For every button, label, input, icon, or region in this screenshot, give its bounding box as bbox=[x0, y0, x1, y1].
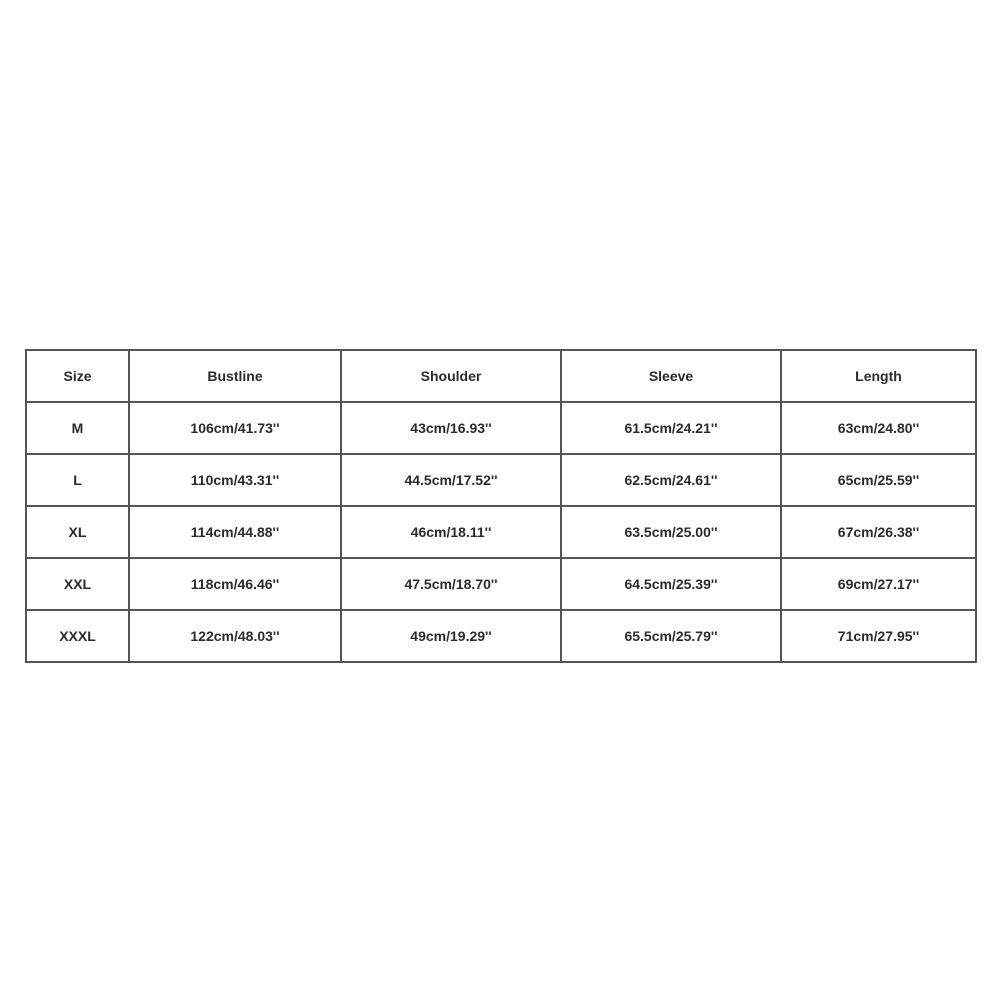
cell-size: XXL bbox=[26, 558, 129, 610]
cell-length: 71cm/27.95'' bbox=[781, 610, 976, 662]
cell-shoulder: 43cm/16.93'' bbox=[341, 402, 561, 454]
cell-bustline: 110cm/43.31'' bbox=[129, 454, 341, 506]
header-length: Length bbox=[781, 350, 976, 402]
table-row bbox=[26, 610, 976, 662]
table-row bbox=[26, 558, 976, 610]
cell-length: 67cm/26.38'' bbox=[781, 506, 976, 558]
cell-sleeve: 61.5cm/24.21'' bbox=[561, 402, 781, 454]
table-row bbox=[26, 506, 976, 558]
cell-size: L bbox=[26, 454, 129, 506]
header-row bbox=[26, 350, 976, 402]
cell-length: 65cm/25.59'' bbox=[781, 454, 976, 506]
cell-sleeve: 65.5cm/25.79'' bbox=[561, 610, 781, 662]
header-sleeve: Sleeve bbox=[561, 350, 781, 402]
cell-shoulder: 46cm/18.11'' bbox=[341, 506, 561, 558]
cell-size: XXXL bbox=[26, 610, 129, 662]
cell-size: M bbox=[26, 402, 129, 454]
cell-size: XL bbox=[26, 506, 129, 558]
table-row bbox=[26, 402, 976, 454]
cell-sleeve: 64.5cm/25.39'' bbox=[561, 558, 781, 610]
cell-shoulder: 47.5cm/18.70'' bbox=[341, 558, 561, 610]
cell-bustline: 122cm/48.03'' bbox=[129, 610, 341, 662]
cell-sleeve: 63.5cm/25.00'' bbox=[561, 506, 781, 558]
cell-bustline: 118cm/46.46'' bbox=[129, 558, 341, 610]
header-size: Size bbox=[26, 350, 129, 402]
cell-bustline: 114cm/44.88'' bbox=[129, 506, 341, 558]
cell-length: 69cm/27.17'' bbox=[781, 558, 976, 610]
cell-shoulder: 44.5cm/17.52'' bbox=[341, 454, 561, 506]
table-row bbox=[26, 454, 976, 506]
cell-sleeve: 62.5cm/24.61'' bbox=[561, 454, 781, 506]
header-bustline: Bustline bbox=[129, 350, 341, 402]
header-shoulder: Shoulder bbox=[341, 350, 561, 402]
cell-shoulder: 49cm/19.29'' bbox=[341, 610, 561, 662]
cell-bustline: 106cm/41.73'' bbox=[129, 402, 341, 454]
cell-length: 63cm/24.80'' bbox=[781, 402, 976, 454]
size-chart-table bbox=[25, 349, 977, 663]
